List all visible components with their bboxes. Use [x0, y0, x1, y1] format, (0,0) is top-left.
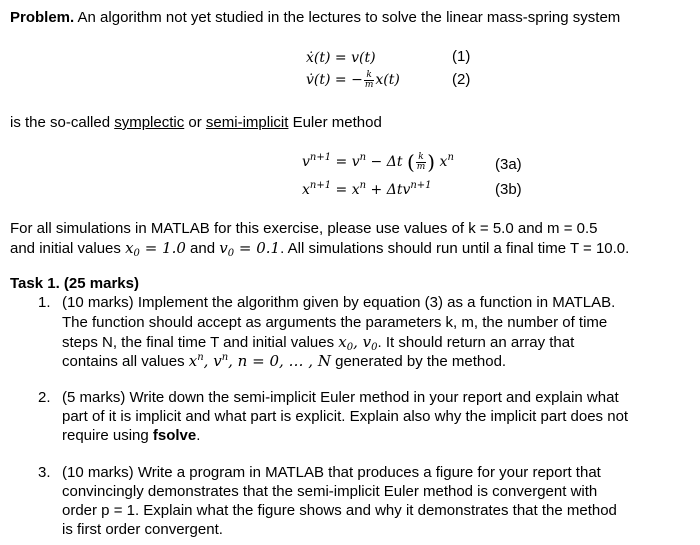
fraction-denominator: m	[364, 79, 374, 90]
params-line-2	[10, 238, 629, 259]
method-intro-suffix: Euler method	[288, 114, 382, 131]
item-2-number: 2.	[38, 389, 51, 406]
item-1-line-3-text: steps N, the final time T and initial values	[62, 334, 335, 351]
item-3-line-1: (10 marks) Write a program in MATLAB that produces a figure for your report that	[62, 464, 601, 481]
item-1-line-3-tail: . It should return an array that	[377, 334, 575, 351]
task1-title: Task 1. (25 marks)	[10, 275, 139, 292]
item-3-line-4: is first order convergent.	[62, 521, 223, 538]
k-over-m-fraction-3a: $\frac{k}{m}$	[416, 151, 426, 172]
sequence-symbols: $x^n$, $v^n$, n = 0, … , N	[188, 352, 331, 370]
problem-label: Problem.	[10, 9, 75, 26]
params-line2-b: and	[185, 240, 220, 257]
item-1-line-4-tail: generated by the method.	[335, 353, 507, 370]
fsolve-term: fsolve	[152, 427, 197, 444]
x0-symbol: $x_0$	[125, 239, 140, 259]
params-line-1: For all simulations in MATLAB for this exercise, please use values of k = 5.0 and m = 0.5	[10, 220, 598, 237]
item-1-line-2: The function should accept as arguments the parameters k, m, the number of time	[62, 314, 608, 331]
params-line2-a: and initial values	[10, 240, 126, 257]
symplectic-term: symplectic	[114, 114, 185, 131]
equation-2	[306, 70, 400, 90]
method-intro-middle: or	[184, 114, 206, 131]
problem-intro: An algorithm not yet studied in the lectures to solve the linear mass-spring system	[77, 9, 621, 26]
equation-1: ẋ(t) = v(t)	[306, 50, 376, 66]
item-1-line-1: (10 marks) Implement the algorithm given by equation (3) as a function in MATLAB.	[62, 294, 616, 311]
equation-2-number: (2)	[452, 71, 471, 88]
item-3-line-2: convincingly demonstrates that the semi-implicit Euler method is convergent with	[62, 483, 598, 500]
task1-heading	[10, 274, 139, 294]
item-1-line-3	[62, 332, 574, 353]
equation-1-number: (1)	[452, 48, 471, 65]
equation-2-rhs: x(t)	[375, 72, 400, 88]
item-2-line-3-text: require using	[62, 427, 153, 444]
item-1-number: 1.	[38, 294, 51, 311]
fraction-numerator: k	[364, 71, 375, 81]
v0-value: = 0.1	[234, 239, 281, 257]
equation-3a-number: (3a)	[495, 156, 522, 173]
item-3-number: 3.	[38, 464, 51, 481]
item-2-line-3	[62, 426, 200, 446]
item-2-line-1: (5 marks) Write down the semi-implicit Euler method in your report and explain what	[62, 389, 619, 406]
x0-value: = 1.0	[139, 239, 186, 257]
semi-implicit-term: semi-implicit	[205, 114, 289, 131]
equation-3b: $x^{n+1} = x^n + \Delta tv^{n+1}$	[302, 180, 432, 198]
item-1-line-4	[62, 351, 506, 372]
initial-values-symbols: $x_0$, $v_0$	[338, 333, 378, 353]
method-intro-prefix: is the so-called	[10, 114, 115, 131]
method-intro-line	[10, 113, 382, 133]
params-line2-c: . All simulations should run until a final time T = 10.0.	[280, 240, 630, 257]
item-2-line-3-tail: .	[196, 427, 201, 444]
equation-3a: $v^{n+1} = v^n - \Delta t$ ( $\frac{k}{m}$ ) $x^n$	[302, 150, 454, 174]
item-3-line-3: order p = 1. Explain what the figure shows and why it demonstrates that the method	[62, 502, 617, 519]
v0-symbol: $v_0$	[219, 239, 235, 259]
item-1-line-4-text: contains all values	[62, 353, 185, 370]
equation-2-lhs: v̇(t) = −	[306, 72, 363, 88]
problem-statement-line	[10, 8, 620, 28]
item-2-line-2: part of it is implicit and what part is explicit. Explain also why the implicit part does not	[62, 408, 629, 425]
k-over-m-fraction	[364, 71, 375, 90]
equation-3b-number: (3b)	[495, 181, 522, 198]
